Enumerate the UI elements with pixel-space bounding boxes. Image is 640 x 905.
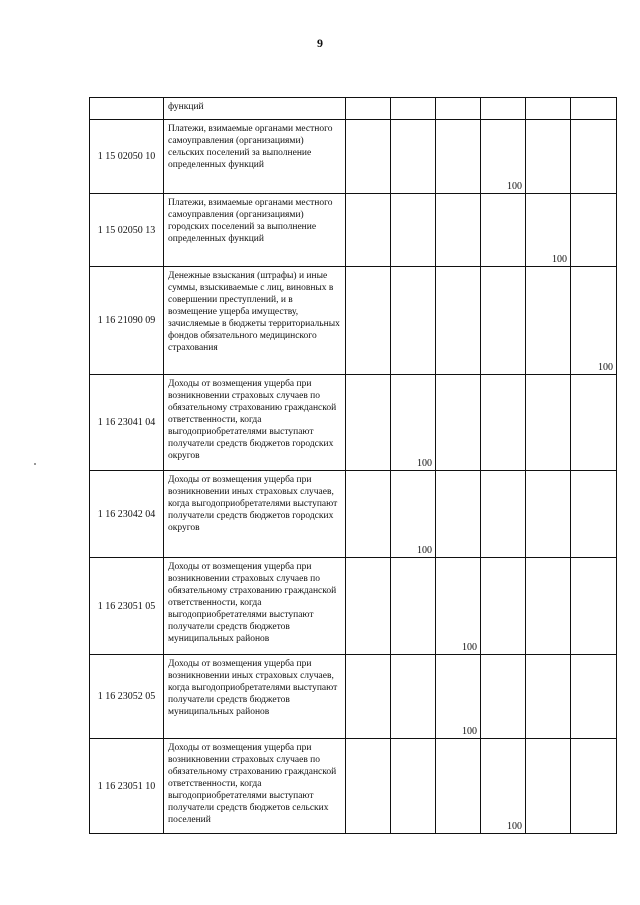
percentage-cell [571,655,617,739]
percentage-cell [481,98,526,120]
percentage-cell: 100 [481,120,526,194]
percentage-cell: 100 [436,655,481,739]
table-row [90,558,617,655]
revenue-description-cell: Денежные взыскания (штрафы) и иные суммы, взыскиваемые с лиц, виновных в совершении преступлений, и в возмещение ущерба имуществу, зачисляемые в бюджеты территориальных фондов обязательного медицинского страхования [164,267,346,375]
percentage-cell [571,471,617,558]
percentage-cell: 100 [436,558,481,655]
percentage-cell [571,120,617,194]
budget-code-cell: 1 15 02050 10 [90,120,164,194]
revenue-distribution-table [89,97,617,834]
page-number: 9 [317,36,323,50]
percentage-cell [526,120,571,194]
percentage-cell [346,655,391,739]
scan-artifact-dot [34,463,36,465]
percentage-cell [481,375,526,471]
percentage-cell [391,739,436,834]
table-row [90,471,617,558]
revenue-description-cell: Доходы от возмещения ущерба при возникновении страховых случаев по обязательному страхованию гражданской ответственности, когда выгодоприобретателями выступают получатели средств бюджетов городских округов [164,375,346,471]
percentage-cell [346,739,391,834]
table-row [90,739,617,834]
budget-code-cell: 1 16 23051 10 [90,739,164,834]
table-row [90,375,617,471]
percentage-cell [391,558,436,655]
percentage-cell [346,471,391,558]
percentage-cell [571,98,617,120]
percentage-cell [436,471,481,558]
budget-code-cell: 1 16 21090 09 [90,267,164,375]
percentage-cell [481,655,526,739]
budget-code-cell: 1 15 02050 13 [90,194,164,267]
percentage-cell [391,98,436,120]
percentage-cell [526,471,571,558]
percentage-cell [571,739,617,834]
table-body [90,98,617,834]
table-row [90,98,617,120]
revenue-description-cell: Платежи, взимаемые органами местного самоуправления (организациями) сельских поселений за выполнение определенных функций [164,120,346,194]
percentage-cell: 100 [571,267,617,375]
revenue-description-cell: Доходы от возмещения ущерба при возникновении иных страховых случаев, когда выгодоприобретателями выступают получатели средств бюджетов городских округов [164,471,346,558]
percentage-cell [391,120,436,194]
percentage-cell [346,558,391,655]
revenue-description-cell: Доходы от возмещения ущерба при возникновении страховых случаев по обязательному страхованию гражданской ответственности, когда выгодоприобретателями выступают получатели средств бюджетов сельских поселений [164,739,346,834]
percentage-cell [346,98,391,120]
percentage-cell: 100 [481,739,526,834]
percentage-cell: 100 [526,194,571,267]
percentage-cell [436,194,481,267]
budget-code-cell: 1 16 23051 05 [90,558,164,655]
budget-code-cell: 1 16 23041 04 [90,375,164,471]
percentage-cell [481,558,526,655]
percentage-cell [436,98,481,120]
percentage-cell [436,375,481,471]
percentage-cell [571,194,617,267]
percentage-cell [436,120,481,194]
percentage-cell [481,471,526,558]
percentage-cell [346,267,391,375]
percentage-cell [526,558,571,655]
percentage-cell [481,194,526,267]
budget-code-cell: 1 16 23042 04 [90,471,164,558]
percentage-cell [526,98,571,120]
percentage-cell [526,739,571,834]
table-row [90,194,617,267]
table-row [90,120,617,194]
percentage-cell [391,267,436,375]
percentage-cell [436,267,481,375]
revenue-description-cell: Доходы от возмещения ущерба при возникновении страховых случаев по обязательному страхованию гражданской ответственности, когда выгодоприобретателями выступают получатели средств бюджетов муниципальных районов [164,558,346,655]
percentage-cell [571,375,617,471]
percentage-cell [391,655,436,739]
percentage-cell [391,194,436,267]
budget-code-cell [90,98,164,120]
percentage-cell: 100 [391,471,436,558]
percentage-cell [526,655,571,739]
percentage-cell [481,267,526,375]
percentage-cell: 100 [391,375,436,471]
revenue-description-cell: Доходы от возмещения ущерба при возникновении иных страховых случаев, когда выгодоприобретателями выступают получатели средств бюджетов муниципальных районов [164,655,346,739]
revenue-description-cell: функций [164,98,346,120]
revenue-description-cell: Платежи, взимаемые органами местного самоуправления (организациями) городских поселений за выполнение определенных функций [164,194,346,267]
table-row [90,655,617,739]
table-row [90,267,617,375]
percentage-cell [346,375,391,471]
percentage-cell [526,375,571,471]
budget-code-cell: 1 16 23052 05 [90,655,164,739]
percentage-cell [526,267,571,375]
percentage-cell [436,739,481,834]
percentage-cell [346,194,391,267]
percentage-cell [346,120,391,194]
percentage-cell [571,558,617,655]
